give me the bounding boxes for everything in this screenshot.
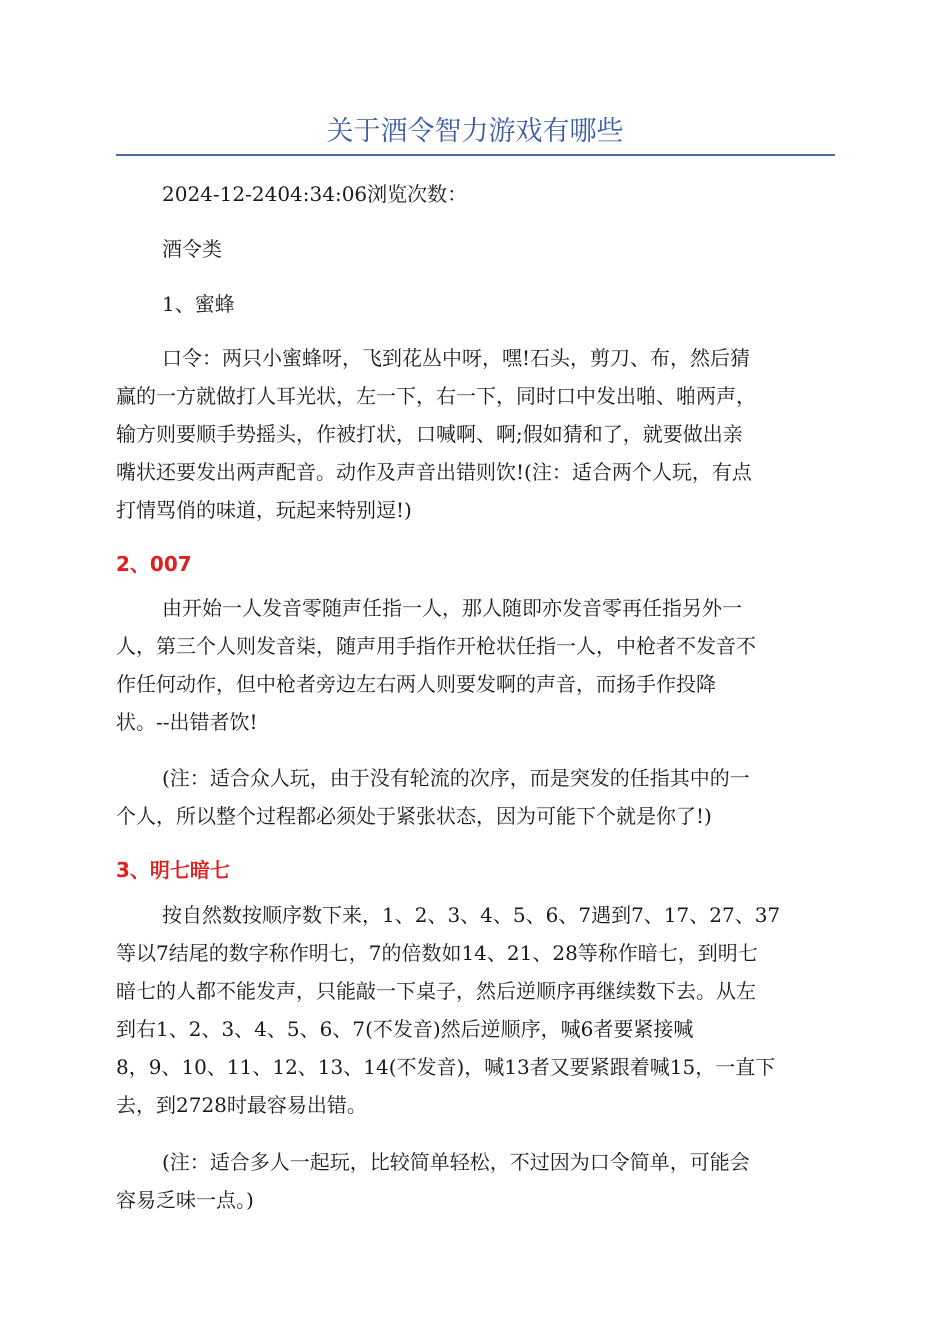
section-heading-ming-qi-an-qi: 3、明七暗七 <box>116 858 230 882</box>
note-line: 容易乏味一点。) <box>116 1188 254 1212</box>
paragraph-line: 8，9、10、11、12、13、14(不发音)，喊13者又要紧跟着喊15，一直下 <box>116 1055 776 1079</box>
paragraph-line: 暗七的人都不能发声，只能敲一下桌子，然后逆顺序再继续数下去。从左 <box>116 979 756 1003</box>
paragraph-line: 作任何动作，但中枪者旁边左右两人则要发啊的声音，而扬手作投降 <box>116 672 716 696</box>
document-title: 关于酒令智力游戏有哪些 <box>326 116 624 147</box>
paragraph-line: 赢的一方就做打人耳光状，左一下，右一下，同时口中发出啪、啪两声， <box>116 384 756 408</box>
paragraph-line: 到右1、2、3、4、5、6、7(不发音)然后逆顺序，喊6者要紧接喊 <box>116 1017 694 1041</box>
paragraph-line: 状。--出错者饮! <box>116 710 258 734</box>
paragraph-line: 打情骂俏的味道，玩起来特别逗!) <box>116 498 412 522</box>
section-heading-007: 2、007 <box>116 552 192 576</box>
paragraph-line: 口令：两只小蜜蜂呀，飞到花丛中呀，嘿!石头，剪刀、布，然后猜 <box>162 346 751 370</box>
note-line: 个人，所以整个过程都必须处于紧张状态，因为可能下个就是你了!) <box>116 804 712 828</box>
paragraph-line: 嘴状还要发出两声配音。动作及声音出错则饮!(注：适合两个人玩，有点 <box>116 460 752 484</box>
section-heading-bee: 1、蜜蜂 <box>162 292 235 316</box>
paragraph-line: 等以7结尾的数字称作明七，7的倍数如14、21、28等称作暗七，到明七 <box>116 941 758 965</box>
paragraph-line: 去，到2728时最容易出错。 <box>116 1093 367 1117</box>
paragraph-line: 人，第三个人则发音柒，随声用手指作开枪状任指一人，中枪者不发音不 <box>116 634 756 658</box>
note-line: (注：适合众人玩，由于没有轮流的次序，而是突发的任指其中的一 <box>162 766 750 790</box>
paragraph-line: 由开始一人发音零随声任指一人，那人随即亦发音零再任指另外一 <box>162 596 742 620</box>
paragraph-line: 输方则要顺手势摇头，作被打状，口喊啊、啊;假如猜和了，就要做出亲 <box>116 422 743 446</box>
paragraph-line: 按自然数按顺序数下来，1、2、3、4、5、6、7遇到7、17、27、37 <box>162 903 781 927</box>
title-divider <box>116 154 835 156</box>
category-label: 酒令类 <box>162 237 222 261</box>
note-line: (注：适合多人一起玩，比较简单轻松，不过因为口令简单，可能会 <box>162 1150 750 1174</box>
meta-line: 2024-12-2404:34:06浏览次数： <box>162 182 468 206</box>
